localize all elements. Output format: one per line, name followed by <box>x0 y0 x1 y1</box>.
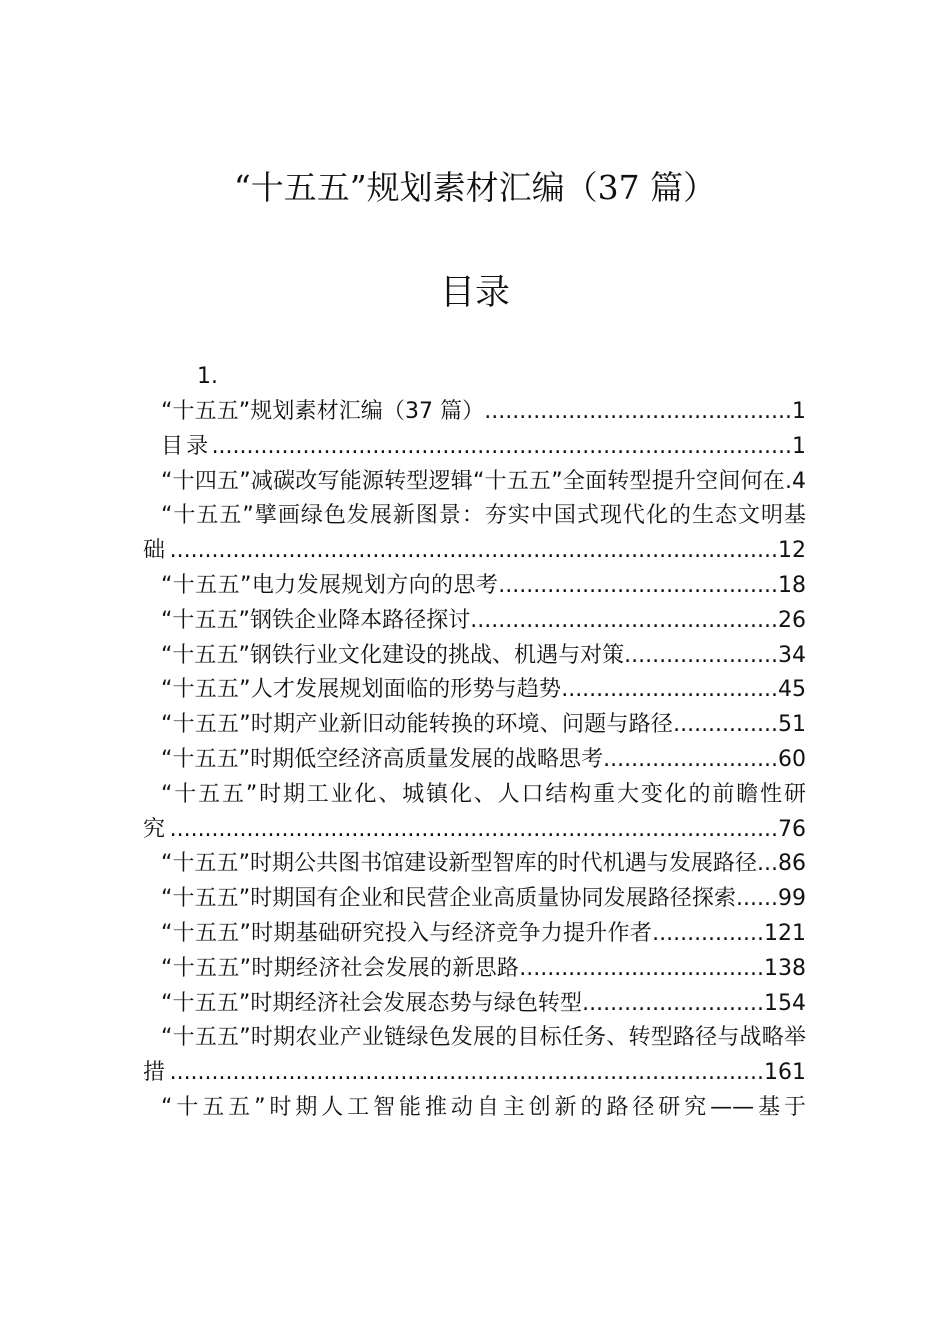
toc-leader-dots: ................ <box>652 920 764 946</box>
toc-entry[interactable] <box>143 882 806 917</box>
toc-entry[interactable] <box>143 987 806 1022</box>
toc-entry-title: “十五五”擘画绿色发展新图景：夯实中国式现代化的生态文明基础 <box>143 503 806 564</box>
toc-leader-dots: ........................................ <box>498 572 778 598</box>
toc-leader-dots: ......................... <box>603 746 778 772</box>
toc-entry[interactable] <box>143 917 806 952</box>
toc-entry-page: 18 <box>778 572 806 598</box>
toc-entry-page: 4 <box>792 468 806 494</box>
toc-leader-dots: ............... <box>673 712 778 738</box>
toc-entry-title: “十五五”规划素材汇编（37 篇） <box>161 399 485 424</box>
toc-entry-title: “十五五”人才发展规划面临的形势与趋势 <box>161 677 562 703</box>
toc-entry-title: “十五五”钢铁企业降本路径探讨 <box>161 607 471 633</box>
toc-entry-page: 34 <box>778 642 806 668</box>
toc-leader-dots: . <box>785 468 792 494</box>
toc-entry[interactable] <box>143 430 806 465</box>
toc-leader-dots: ...................... <box>624 642 778 668</box>
toc-entry[interactable] <box>143 952 806 987</box>
toc-entry-title: “十四五”减碳改写能源转型逻辑“十五五”全面转型提升空间何在 <box>161 468 785 494</box>
toc-entry-title: “十五五”钢铁行业文化建设的挑战、机遇与对策 <box>161 642 625 668</box>
toc-entry-title: “十五五”时期低空经济高质量发展的战略思考 <box>161 746 604 772</box>
toc-entry-title: “十五五”时期公共图书馆建设新型智库的时代机遇与发展路径 <box>161 851 758 877</box>
toc-entry-page: 161 <box>764 1060 806 1086</box>
toc-entry[interactable] <box>143 1021 806 1091</box>
toc-entry[interactable] <box>143 395 806 430</box>
toc-entry[interactable] <box>143 569 806 604</box>
toc-entry-title: “十五五”时期人工智能推动自主创新的路径研究——基于 <box>161 1094 806 1120</box>
toc-entry-page: 45 <box>778 677 806 703</box>
toc-entry-page: 51 <box>778 712 806 738</box>
toc-entry[interactable] <box>143 778 806 848</box>
toc-entry-title: 目录 <box>161 433 212 459</box>
toc-entry-title: “十五五”电力发展规划方向的思考 <box>161 572 499 598</box>
table-of-contents <box>143 395 806 1126</box>
toc-entry-page: 1 <box>792 433 806 459</box>
toc-entry[interactable] <box>143 708 806 743</box>
toc-leader-dots: ............................................ <box>470 607 778 633</box>
document-title: “十五五”规划素材汇编（37 篇） <box>233 168 717 207</box>
toc-entry-page: 121 <box>764 920 806 946</box>
toc-entry-page: 138 <box>764 955 806 981</box>
toc-leader-dots: ...... <box>736 886 778 912</box>
toc-entry[interactable] <box>143 465 806 500</box>
toc-leader-dots: .......................... <box>582 990 764 1016</box>
toc-entry-page: 12 <box>778 538 806 564</box>
toc-entry-page: 60 <box>778 746 806 772</box>
toc-entry-title: “十五五”时期国有企业和民营企业高质量协同发展路径探索 <box>161 886 737 912</box>
toc-entry-title: “十五五”时期基础研究投入与经济竞争力提升作者 <box>161 920 653 946</box>
toc-entry-page: 76 <box>778 816 806 842</box>
toc-entry-page: 154 <box>764 990 806 1016</box>
toc-heading: 目录 <box>439 273 510 313</box>
toc-entry-page: 26 <box>778 607 806 633</box>
toc-entry-title: “十五五”时期农业产业链绿色发展的目标任务、转型路径与战略举措 <box>143 1025 806 1086</box>
toc-leader-dots: ................................... <box>519 955 764 981</box>
toc-entry[interactable] <box>143 1091 806 1126</box>
toc-entry[interactable] <box>143 639 806 674</box>
toc-leader-dots: ....................................................................................... <box>169 816 778 842</box>
toc-leader-dots: ................................................................................... <box>211 433 792 459</box>
toc-entry-title: “十五五”时期经济社会发展的新思路 <box>161 955 520 981</box>
toc-entry-page: 86 <box>778 851 806 877</box>
toc-entry[interactable] <box>143 604 806 639</box>
toc-leader-dots: ..................................................................................... <box>169 1060 764 1086</box>
toc-leader-dots: ... <box>757 851 778 877</box>
toc-entry-title: “十五五”时期经济社会发展态势与绿色转型 <box>161 990 583 1016</box>
toc-entry[interactable] <box>143 673 806 708</box>
toc-entry-title: “十五五”时期产业新旧动能转换的环境、问题与路径 <box>161 712 674 738</box>
toc-entry-page: 1 <box>792 399 806 424</box>
toc-leader-dots: ............................................ <box>484 399 792 424</box>
toc-entry[interactable] <box>143 847 806 882</box>
toc-entry[interactable] <box>143 743 806 778</box>
toc-list-number: 1. <box>197 364 218 389</box>
toc-entry[interactable] <box>143 499 806 569</box>
toc-leader-dots: ....................................................................................... <box>169 538 778 564</box>
toc-entry-title: “十五五”时期工业化、城镇化、人口结构重大变化的前瞻性研究 <box>143 781 806 842</box>
toc-leader-dots: ............................... <box>561 677 778 703</box>
toc-entry-page: 99 <box>778 886 806 912</box>
